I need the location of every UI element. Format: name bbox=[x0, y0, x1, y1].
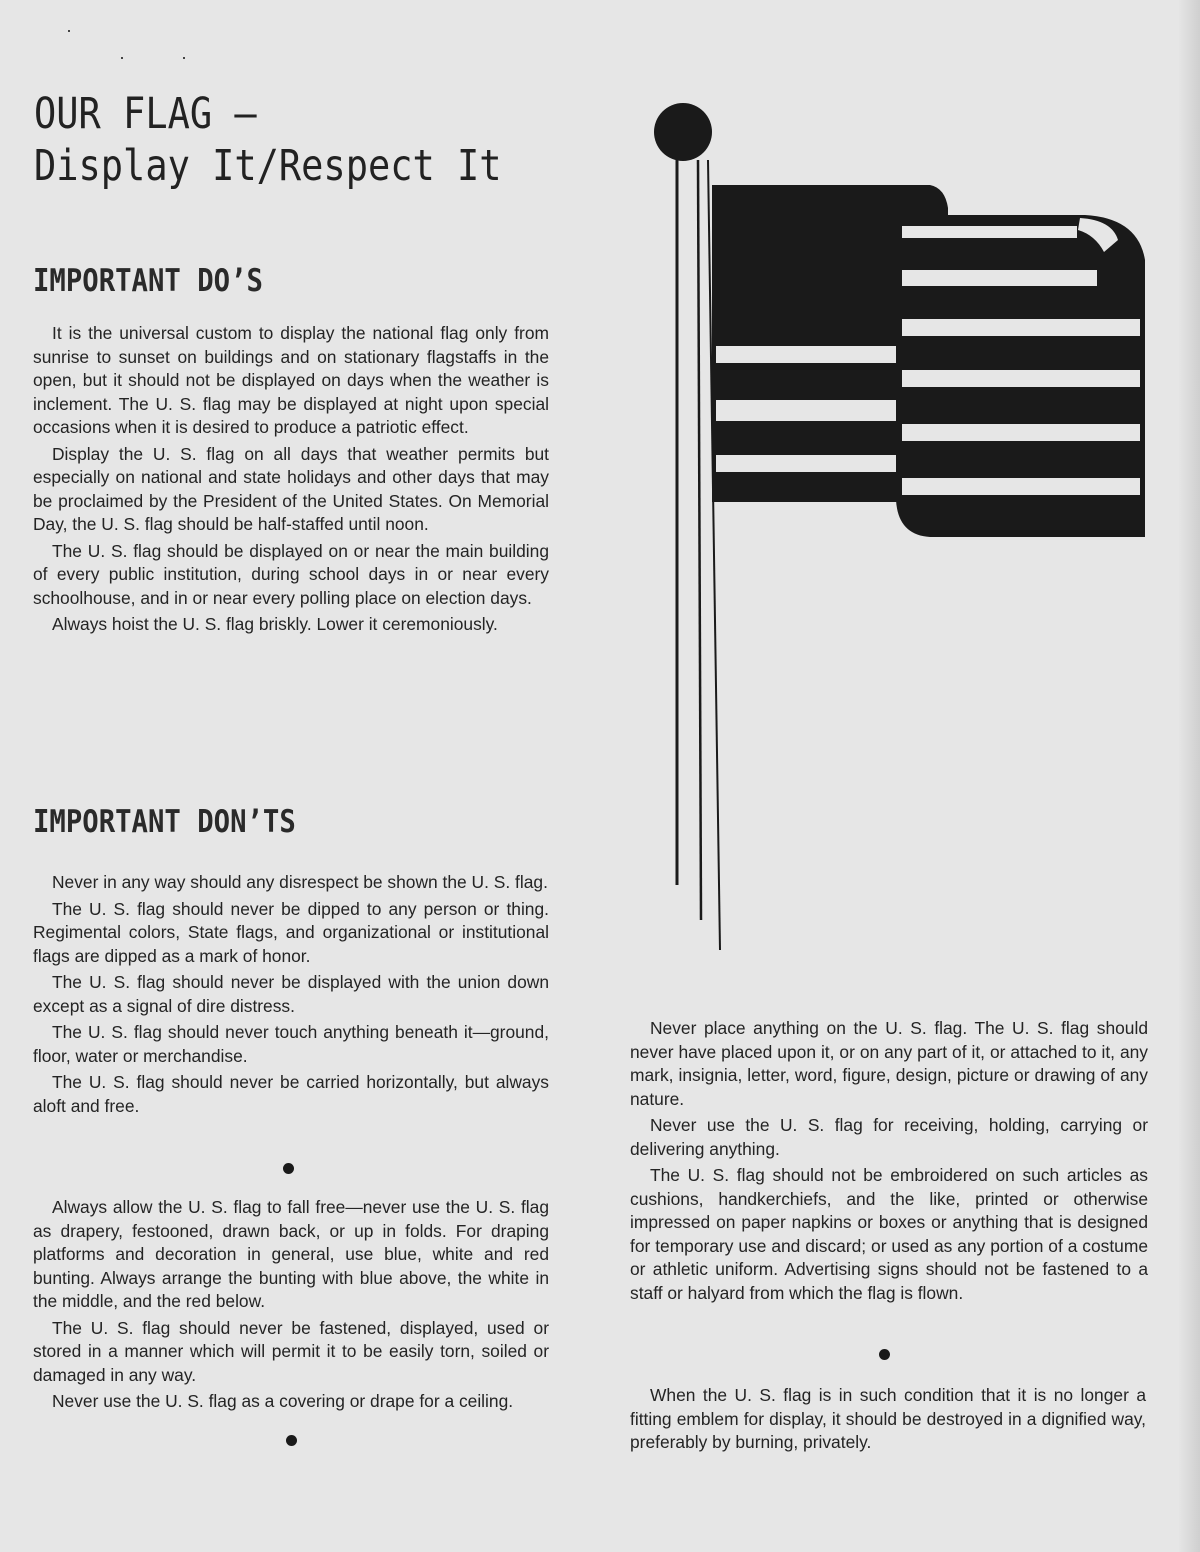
donts-paragraph: The U. S. flag should never be dipped to any person or thing. Regimental colors, State flags, and organizational or institutional flags are dipped as a mark of honor. bbox=[33, 898, 549, 966]
dos-paragraph: Display the U. S. flag on all days that weather permits but especially on national and state holidays and other days that may be proclaimed by the President of the United States. On Memorial Day, the U. S. flag should be half-staffed until noon. bbox=[33, 443, 549, 534]
speck bbox=[183, 57, 185, 59]
right-paragraph: The U. S. flag should not be embroidered on such articles as cushions, handkerchiefs, and the like, printed or otherwise impressed on paper napkins or boxes or anything that is designed for temporary use and discard; or used as any portion of a costume or athletic uniform. Advertising signs should not be fastened to a staff or halyard from which the flag is flown. bbox=[630, 1165, 1148, 1303]
donts-paragraph: The U. S. flag should never be carried horizontally, but always aloft and free. bbox=[33, 1072, 549, 1116]
dos-paragraph: Always hoist the U. S. flag briskly. Lower it ceremoniously. bbox=[52, 614, 498, 634]
left-paragraph: The U. S. flag should never be fastened, displayed, used or stored in a manner which will permit it to be easily torn, soiled or damaged in any way. bbox=[33, 1317, 549, 1385]
section-bullet bbox=[879, 1349, 890, 1360]
flag-on-pole-icon bbox=[640, 90, 1150, 960]
dos-heading: IMPORTANT DO’S bbox=[33, 263, 263, 299]
donts-section bbox=[33, 871, 549, 1121]
dos-paragraph: The U. S. flag should be displayed on or near the main building of every public institution, during school days in or near every schoolhouse, and in or near every polling place on election days. bbox=[33, 540, 549, 608]
dos-paragraph: It is the universal custom to display the national flag only from sunrise to sunset on buildings and on stationary flagstaffs in the open, but it should not be displayed on days when the weather is inclement. The U. S. flag may be displayed at night upon special occasions when it is desired to produce a patriotic effect. bbox=[33, 323, 549, 437]
section-bullet bbox=[286, 1435, 297, 1446]
section-bullet bbox=[283, 1163, 294, 1174]
page-title-line-2: Display It/Respect It bbox=[34, 141, 502, 191]
donts-paragraph: The U. S. flag should never touch anything beneath it—ground, floor, water or merchandise. bbox=[33, 1022, 549, 1066]
donts-paragraph: The U. S. flag should never be displayed with the union down except as a signal of dire distress. bbox=[33, 972, 549, 1016]
left-lower-section bbox=[33, 1196, 549, 1417]
speck bbox=[121, 57, 123, 59]
right-paragraph: Never place anything on the U. S. flag. The U. S. flag should never have placed upon it, or on any part of it, or attached to it, any mark, insignia, letter, word, figure, design, picture or drawing of any nature. bbox=[630, 1018, 1148, 1109]
right-final-section bbox=[630, 1384, 1146, 1458]
right-section bbox=[630, 1017, 1148, 1308]
page-edge-shadow bbox=[1178, 0, 1200, 1552]
page-title bbox=[34, 88, 502, 192]
donts-paragraph: Never in any way should any disrespect be shown the U. S. flag. bbox=[52, 872, 548, 892]
donts-heading: IMPORTANT DON’TS bbox=[33, 804, 296, 840]
left-paragraph: Never use the U. S. flag as a covering or drape for a ceiling. bbox=[52, 1391, 514, 1411]
right-paragraph: When the U. S. flag is in such condition that it is no longer a fitting emblem for display, it should be destroyed in a dignified way, preferably by burning, privately. bbox=[630, 1385, 1146, 1452]
dos-section bbox=[33, 322, 549, 640]
left-paragraph: Always allow the U. S. flag to fall free—never use the U. S. flag as drapery, festooned, drawn back, or up in folds. For draping platforms and decoration in general, use blue, white and red bunting. Always arrange the bunting with blue above, the white in the middle, and the red below. bbox=[33, 1197, 549, 1311]
speck bbox=[68, 30, 70, 32]
page-title-line-1: OUR FLAG — bbox=[34, 89, 257, 139]
right-paragraph: Never use the U. S. flag for receiving, holding, carrying or delivering anything. bbox=[630, 1115, 1148, 1159]
